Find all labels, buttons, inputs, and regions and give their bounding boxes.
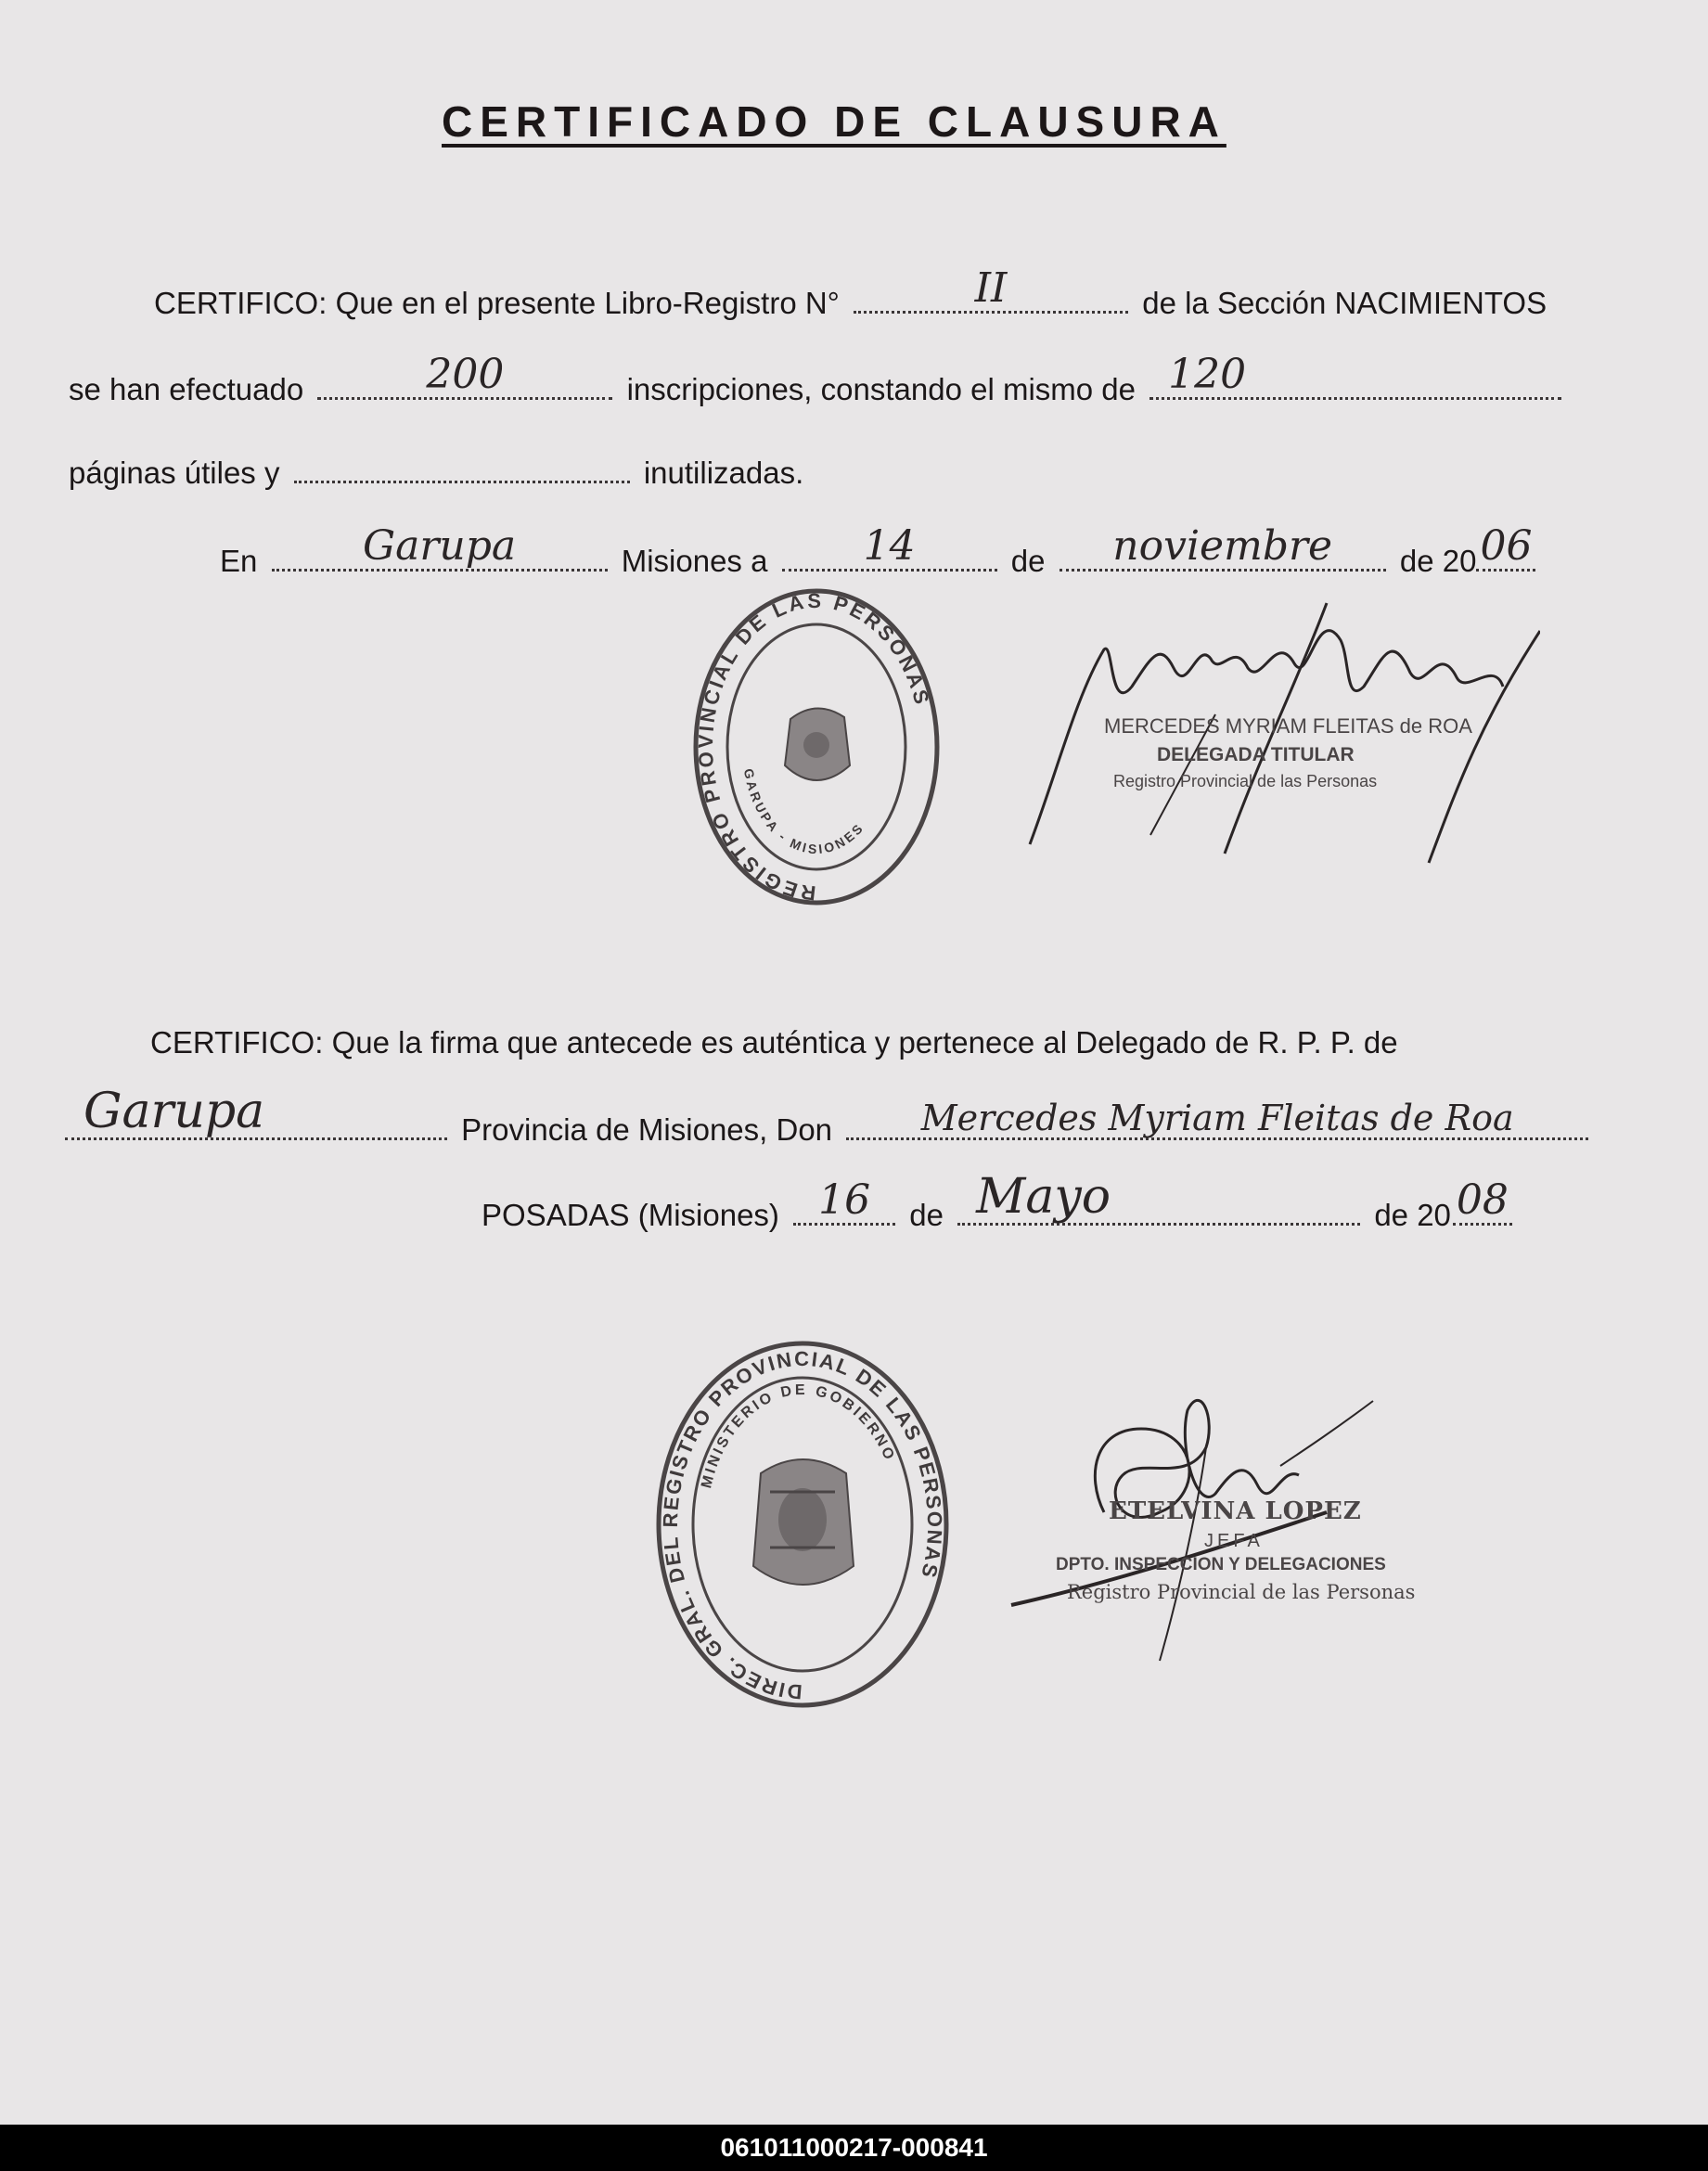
para1-line1: CERTIFICO: Que en el presente Libro-Registro N° II de la Sección NACIMIENTOS [154, 264, 1547, 320]
mes-field: noviembre [1059, 543, 1386, 572]
shield-emblem-icon [785, 708, 850, 780]
anio-field: 06 [1476, 543, 1535, 572]
libro-number-field: II [854, 285, 1128, 314]
signer2-dept: DPTO. INSPECCION Y DELEGACIONES [1056, 1555, 1386, 1574]
registro-stamp-2 [649, 1334, 956, 1715]
stamp1-inner-text: GARUPA - MISIONES [740, 767, 867, 857]
inscripciones-field: 200 [317, 371, 612, 400]
stamp2-inner-text: MINISTERIO DE GOBIERNO [699, 1381, 898, 1490]
para1-line3: páginas útiles y inutilizadas. [69, 456, 804, 490]
signer2-role: JEFA [1204, 1531, 1264, 1551]
para1-line2: se han efectuado 200 inscripciones, constando el mismo de 120 [69, 371, 1567, 407]
stamp2-outer-text: DIREC. GRAL. DEL REGISTRO PROVINCIAL DE LAS PERSONAS [658, 1346, 947, 1704]
signer1-name: MERCEDES MYRIAM FLEITAS de ROA [1104, 714, 1472, 738]
document-title: CERTIFICADO DE CLAUSURA [442, 97, 1226, 146]
lugar2-field: Garupa [65, 1111, 447, 1140]
signer1-org: Registro Provincial de las Personas [1113, 772, 1378, 790]
registro-stamp-1 [687, 580, 946, 914]
signer2-org: Registro Provincial de las Personas [1067, 1581, 1416, 1603]
anio2-field: 08 [1453, 1197, 1512, 1226]
signer2-name: ETELVINA LOPEZ [1109, 1497, 1362, 1525]
dia2-field: 16 [793, 1197, 895, 1226]
para2-line3: POSADAS (Misiones) 16 de Mayo de 20 08 [482, 1197, 1518, 1233]
document-code: 061011000217-000841 [720, 2133, 988, 2162]
dia-field: 14 [782, 543, 997, 572]
stamp1-outer-text: REGISTRO PROVINCIAL DE LAS PERSONAS [693, 588, 935, 906]
para2-line2: Garupa Provincia de Misiones, Don Mercedes Myriam Fleitas de Roa [65, 1111, 1594, 1148]
lugar-field: Garupa [272, 543, 608, 572]
inutilizadas-field [294, 455, 630, 483]
nombre-field: Mercedes Myriam Fleitas de Roa [846, 1111, 1588, 1140]
mes2-field: Mayo [957, 1197, 1360, 1226]
coat-of-arms-icon [753, 1459, 854, 1585]
signer1-role: DELEGADA TITULAR [1157, 744, 1355, 765]
para2-line1: CERTIFICO: Que la firma que antecede es auténtica y pertenece al Delegado de R. P. P. de [150, 1025, 1398, 1060]
para1-line4: En Garupa Misiones a 14 de noviembre de 20 06 [220, 543, 1541, 579]
paginas-field: 120 [1149, 371, 1561, 400]
